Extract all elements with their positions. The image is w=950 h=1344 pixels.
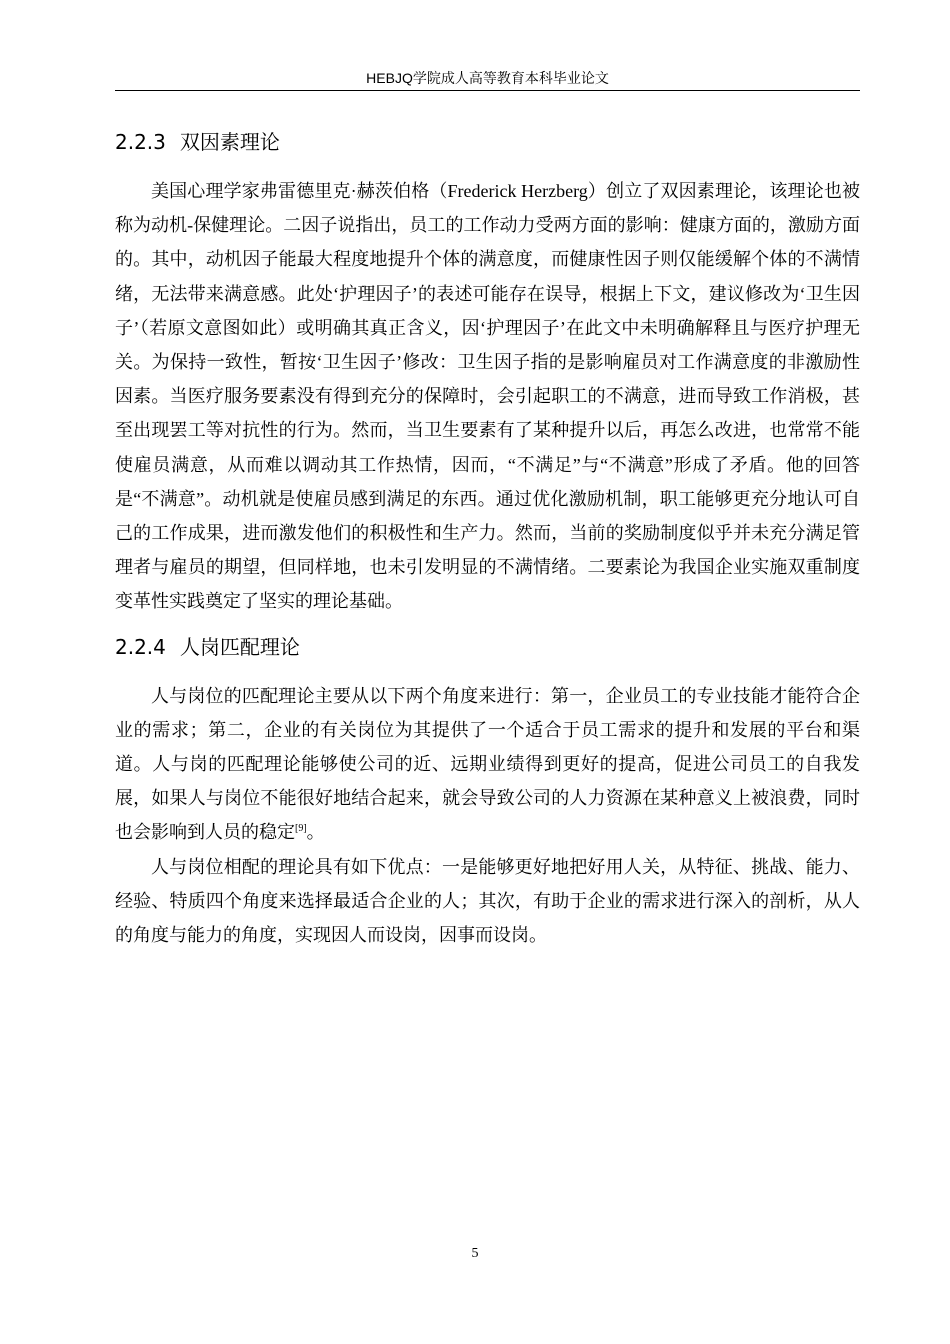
paragraph: 美国心理学家弗雷德里克·赫茨伯格（Frederick Herzberg）创立了双因素理论，该理论也被称为动机-保健理论。二因子说指出，员工的工作动力受两方面的影响：健康方面的，激励方面的。其中，动机因子能最大程度地提升个体的满意度，而健康性因子则仅能缓解个体的不满情绪，无法带来满意感。此处‘护理因子’的表述可能存在误导，根据上下文，建议修改为‘卫生因子’（若原文意图如此）或明确其真正含义，因‘护理因子’在此文中未明确解释且与医疗护理无关。为保持一致性，暂按‘卫生因子’修改：卫生因子指的是影响雇员对工作满意度的非激励性因素。当医疗服务要素没有得到充分的保障时，会引起职工的不满意，进而导致工作消极，甚至出现罢工等对抗性的行为。然而，当卫生要素有了某种提升以后，再怎么改进，也常常不能使雇员满意，从而难以调动其工作热情，因而，“不满足”与“不满意”形成了矛盾。他的回答是“不满意”。动机就是使雇员感到满足的东西。通过优化激励机制，职工能够更充分地认可自己的工作成果，进而激发他们的积极性和生产力。然而，当前的奖励制度似乎并未充分满足管理者与雇员的期望，但同样地，也未引发明显的不满情绪。二要素论为我国企业实施双重制度变革性实践奠定了坚实的理论基础。	[115, 181, 860, 612]
paragraph-end-punctuation: 。	[306, 822, 325, 843]
section-number: 2.2.4	[115, 634, 166, 659]
section-heading-2-2-4	[115, 625, 860, 669]
section-number: 2.2.3	[115, 130, 166, 154]
page-body	[115, 120, 860, 952]
paragraph-text: 人与岗位的匹配理论主要从以下两个角度来进行：第一，企业员工的专业技能才能符合企业的需求；第二，企业的有关岗位为其提供了一个适合于员工需求的提升和发展的平台和渠道。人与岗的匹配理论能够使公司的近、远期业绩得到更好的提高，促进公司员工的自我发展，如果人与岗位不能很好地结合起来，就会导致公司的人力资源在某种意义上被浪费，同时也会影响到人员的稳定	[115, 685, 860, 843]
paragraph	[115, 679, 860, 850]
running-header: HEBJQ学院成人高等教育本科毕业论文	[115, 66, 860, 91]
section-title: 人岗匹配理论	[179, 634, 300, 659]
citation-reference[interactable]: [9]	[295, 823, 307, 835]
page-number: 5	[471, 1246, 479, 1261]
paragraph: 人与岗位相配的理论具有如下优点：一是能够更好地把好用人关，从特征、挑战、能力、经验、特质四个角度来选择最适合企业的人；其次，有助于企业的需求进行深入的剖析，从人的角度与能力的角度，实现因人而设岗，因事而设岗。	[115, 856, 860, 946]
section-heading-2-2-3	[115, 120, 860, 164]
section-title: 双因素理论	[179, 130, 280, 154]
